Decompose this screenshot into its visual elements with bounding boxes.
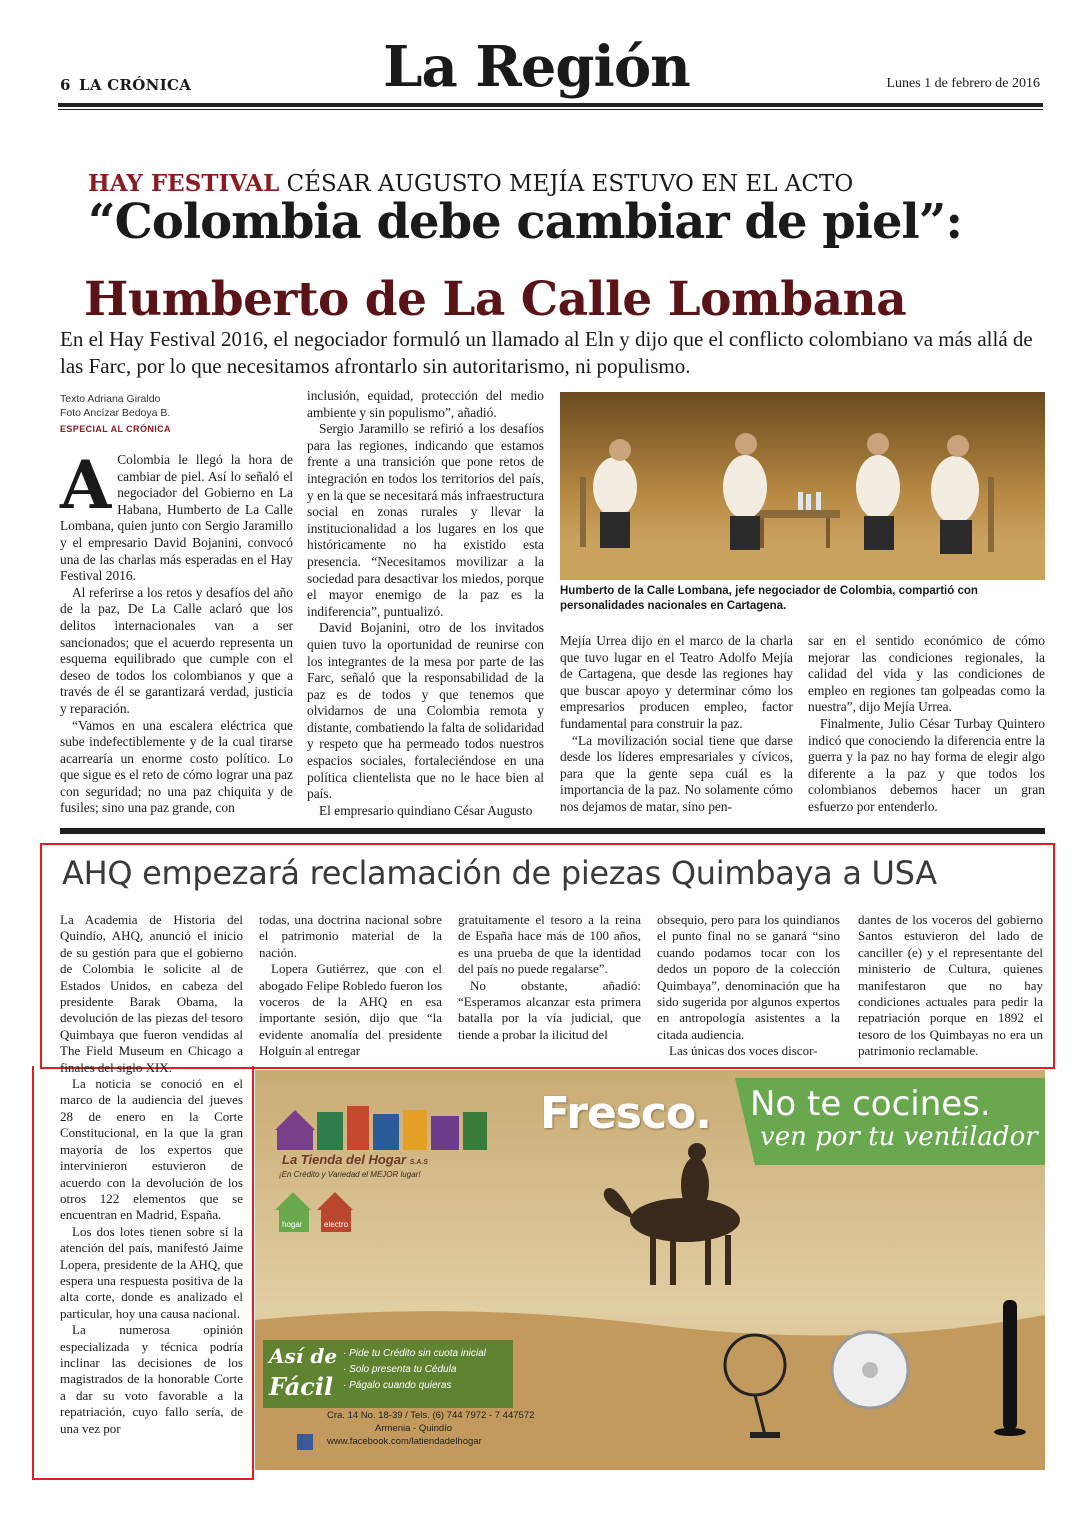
ad-asi-de: Así de <box>269 1344 338 1368</box>
masthead-rule <box>58 103 1043 107</box>
article-column-1 <box>60 446 293 817</box>
byline <box>60 392 170 420</box>
article-column-4 <box>808 633 1045 816</box>
article-column-2 <box>307 388 544 819</box>
advertisement <box>255 1070 1045 1470</box>
ad-facil: Fácil <box>269 1372 334 1401</box>
ad-bullet-2: · Solo presenta tu Cédula <box>343 1364 457 1375</box>
paragraph: dantes de los voceros del gobierno Santos estuvieron del lado de canciller (e) y el representante del ministerio de Cultura, quienes manifestaron que no hay condiciones actuales para pedir la repatriación porque en 1892 el tesoro de los Quimbayas no era un patrimonio reclamable. <box>858 912 1043 1059</box>
article-kicker <box>88 170 853 197</box>
ad-facebook-link[interactable]: www.facebook.com/latiendadelhogar <box>327 1436 482 1447</box>
ad-bullet-1: · Pide tu Crédito sin cuota inicial <box>343 1348 486 1359</box>
ad-tagline: ¡En Crédito y Variedad el MEJOR lugar! <box>279 1170 421 1179</box>
paragraph: Al referirse a los retos y desafíos del año de la paz, De La Calle aclaró que los delitos internacionales van a ser sancionados; que el acuerdo representa un esquema equilibrado que cumple con el deseo de todos los colombianos y que a través de él se garantizará verdad, justicia y reparación. <box>60 584 293 716</box>
paragraph: sar en el sentido económico de cómo mejorar las condiciones regionales, la calidad del vida y las condiciones de empleo en regiones tan golpeadas como la nuestra”, dijo Mejía Urrea. <box>808 633 1045 715</box>
article-photo <box>560 392 1045 580</box>
paragraph: todas, una doctrina nacional sobre el patrimonio material de la nación. <box>259 912 442 960</box>
paragraph: A Colombia le llegó la hora de cambiar de piel. Así lo señaló el negociador del Gobierno en La Habana, Humberto de La Calle Lombana, quien junto con Sergio Jaramillo y el empresario David Bojanini, convocó una de las charlas más esperadas en el Hay Festival 2016. <box>60 446 293 584</box>
byline-photographer: Foto Ancízar Bedoya B. <box>60 407 171 419</box>
ad-no-te-cocines: No te cocines. <box>750 1084 991 1124</box>
ad-brand: La Tienda del Hogar S.A.S <box>282 1152 428 1167</box>
publication-name: LA CRÓNICA <box>79 76 192 94</box>
paragraph: gratuitamente el tesoro a la reina de España hace más de 100 años, es una prueba de que la identidad del país no puede regalarse”. <box>458 912 641 977</box>
article-deck: En el Hay Festival 2016, el negociador formuló un llamado al Eln y dijo que el conflicto colombiano va más allá de las Farc, por lo que necesitamos afrontarlo sin autoritarismo, ni populismo. <box>60 327 1033 378</box>
article2-column-4 <box>657 912 840 1060</box>
ad-tab-hogar: hogar <box>282 1220 303 1229</box>
paragraph: Los dos lotes tienen sobre sí la atención del país, manifestó Jaime Lopera, presidente de la AHQ, que espera una respuesta positiva de la alta corte, donde es analizado el particular, hoy una causa nacional. <box>60 1223 243 1321</box>
paragraph: Mejía Urrea dijo en el marco de la charla que tuvo lugar en el Teatro Adolfo Mejía de Cartagena, que desde las regiones hay que buscar apoyo y determinar cómo los empresarios producen empleo, factor fundamental para construir la paz. <box>560 633 793 731</box>
paragraph: La noticia se conoció en el marco de la audiencia del jueves 28 de enero en la Corte Constitucional, en la que la gran mayoría de los expertos que intervinieron estuvieron de acuerdo con la devolución de los otros 122 elementos que se encuentran en Madrid, España. <box>60 1076 243 1223</box>
photo-caption: Humberto de la Calle Lombana, jefe negociador de Colombia, compartió con personalidades nacionales en Cartagena. <box>560 585 978 612</box>
ad-bullet-3: · Págalo cuando quieras <box>343 1380 452 1391</box>
ad-ven-por: ven por tu ventilador <box>760 1122 1038 1152</box>
ad-city: Armenia - Quindío <box>375 1423 453 1434</box>
section-divider <box>60 828 1045 834</box>
paragraph: Lopera Gutiérrez, que con el abogado Felipe Robledo fueron los voceros de la AHQ en esa importante sesión, dijo que “la evidente anomalía del presidente Holguín al entregar <box>259 961 442 1059</box>
special-label: ESPECIAL AL CRÓNICA <box>60 424 171 434</box>
paragraph: La numerosa opinión especializada y técnica podría inclinar las decisiones de los magistrados de la honorable Corte a dar su voto favorable a la repatriación, cuyo fallo sería, de una vez por <box>60 1322 243 1436</box>
kicker-tag: HAY FESTIVAL <box>88 170 280 197</box>
ad-address: Cra. 14 No. 18-39 / Tels. (6) 744 7972 - 7 447572 <box>327 1410 535 1421</box>
article2-column-3 <box>458 912 641 1043</box>
stage-photo-illustration <box>560 392 1045 580</box>
ad-fresco: Fresco. <box>540 1088 711 1139</box>
masthead-rule-thin <box>58 109 1043 110</box>
paragraph: El empresario quindiano César Augusto <box>319 802 533 818</box>
paragraph: David Bojanini, otro de los invitados quien tuvo la oportunidad de reunirse con los integrantes de la mesa por parte de las Farc, señaló que la responsabilidad de la paz es de todos y que tenemos que olvidarnos de una Colombia remota y distante, combatiendo la falta de solidaridad y respeto que ha permeado todos nuestros espacios sociales, fortaleciéndose en una política clientelista que no le hace bien al país. <box>307 620 544 802</box>
article2-column-2 <box>259 912 442 1060</box>
paragraph: “La movilización social tiene que darse desde los líderes empresariales y cívicos, para que la gente sepa cuál es la importancia de la paz. No solamente cómo nos dejamos de matar, sino pen- <box>560 732 793 814</box>
paragraph: inclusión, equidad, protección del medio ambiente y sin populismo”, añadió. <box>307 388 544 420</box>
byline-author: Texto Adriana Giraldo <box>60 393 161 405</box>
drop-cap: A <box>60 446 112 524</box>
fan-product-2 <box>832 1332 908 1408</box>
facebook-icon <box>297 1434 313 1450</box>
section-title: La Región <box>383 34 690 100</box>
headline-line-2: Humberto de La Calle Lombana <box>84 272 907 327</box>
article2-column-5 <box>858 912 1043 1060</box>
paragraph: Finalmente, Julio César Turbay Quintero indicó que conociendo la diferencia entre la guerra y la paz no hay forma de elegir algo diferente a la paz y que todos los colombianos debemos hacer un gran esfuerzo por entenderlo. <box>808 715 1045 814</box>
paragraph: obsequio, pero para los quindianos el punto final no se ganará “sino cuando podamos tocar con los dedos un poporo de la colección Quimbaya”, denominación que ha sido sugerida por algunos expertos en antropología asistentes a la citada audiencia. <box>657 912 840 1042</box>
headline-line-1: “Colombia debe cambiar de piel”: <box>88 194 963 250</box>
article-column-3 <box>560 633 793 816</box>
kicker-text: CÉSAR AUGUSTO MEJÍA ESTUVO EN EL ACTO <box>286 171 854 197</box>
paragraph: “Vamos en una escalera eléctrica que sube indefectiblemente y de la cual tirarse acarrearía un enorme costo político. Lo que sigue es el reto de cómo lograr una paz con seguridad; no una paz chiquita y de fusiles; sino una paz grande, con <box>60 717 293 816</box>
page-number: 6 <box>60 76 71 94</box>
paragraph: Sergio Jaramillo se refirió a los desafíos para las regiones, indicando que estamos frente a una transición que pone retos de integración en todos los territorios del país, y en la que se necesitará más infraestructura social en zonas rurales y llevar la institucionalidad a los lugares en los que históricamente no ha existido esta presencia. “Necesitamos movilizar a la sociedad para desactivar los miedos, porque el mayor enemigo de la paz es la indiferencia”, puntualizó. <box>307 421 544 619</box>
article2-column-1 <box>60 912 243 1437</box>
paragraph: No obstante, añadió: “Esperamos alcanzar esta primera batalla por la vía judicial, que tiende a probar la ilicitud del <box>458 977 641 1042</box>
issue-date: Lunes 1 de febrero de 2016 <box>886 76 1040 91</box>
paragraph: Las únicas dos voces discor- <box>669 1043 818 1059</box>
paragraph: La Academia de Historia del Quindío, AHQ, anunció el inicio de su gestión para que el gobierno de Colombia le solicite al de Estados Unidos, en cabeza del presidente Barak Obama, la devolución de las piezas del tesoro Quimbaya que fueron vendidas al The Field Museum en Chicago a finales del siglo XIX. <box>60 912 243 1075</box>
ad-tab-electro: electro <box>324 1220 349 1229</box>
article2-headline: AHQ empezará reclamación de piezas Quimbaya a USA <box>62 854 937 892</box>
